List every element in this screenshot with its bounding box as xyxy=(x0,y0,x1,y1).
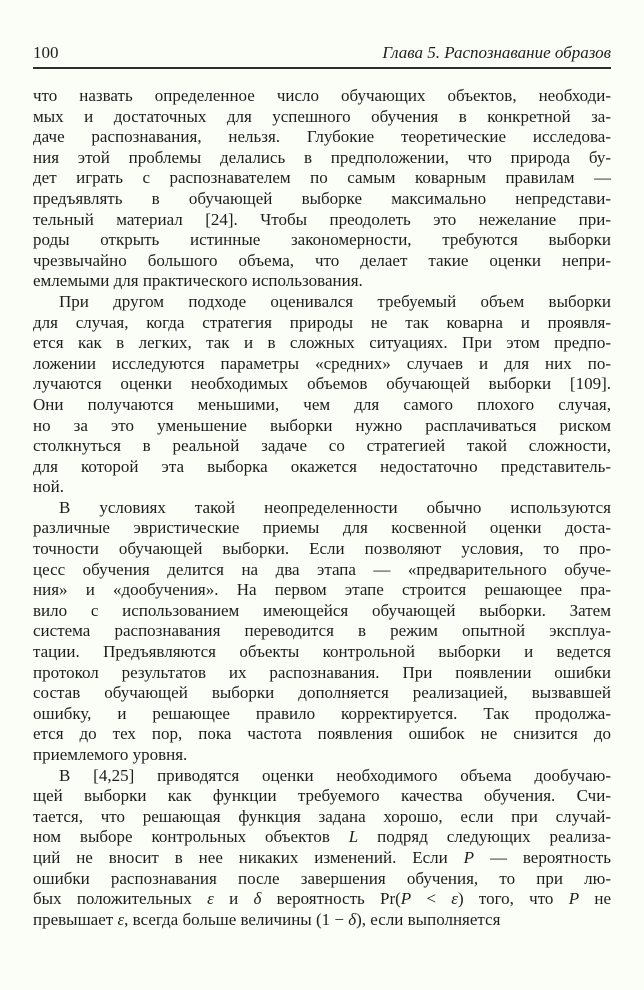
text-segment: вероятность Pr( xyxy=(261,889,401,909)
text-segment: ния этой проблемы делались в предположении, что природа бу- xyxy=(33,147,611,167)
text-segment: ном выборе контрольных объектов xyxy=(33,827,349,847)
text-line xyxy=(33,251,611,272)
text-segment: различные эвристические приемы для косвенной оценки доста- xyxy=(33,518,611,538)
text-line xyxy=(33,621,611,642)
text-line xyxy=(33,416,611,437)
text-line xyxy=(33,869,611,890)
text-segment: точности обучающей выборки. Если позволяют условия, то про- xyxy=(33,539,611,559)
text-segment: ной. xyxy=(33,477,64,497)
text-segment: подряд следующих реализа- xyxy=(358,827,611,847)
text-line xyxy=(33,560,611,581)
text-segment: Они получаются меньшими, чем для самого плохого случая, xyxy=(33,394,611,414)
text-segment: ошибки распознавания после завершения обучения, то при лю- xyxy=(33,868,611,888)
text-segment: ложении исследуются параметры «средних» случаев и для них по- xyxy=(33,353,611,373)
text-segment: и xyxy=(213,889,254,909)
math-symbol: δ xyxy=(253,889,262,909)
math-symbol: P xyxy=(568,889,580,909)
text-line xyxy=(33,539,611,560)
text-segment: тельный материал [24]. Чтобы преодолеть это нежелание при- xyxy=(33,209,611,229)
text-line xyxy=(33,848,611,869)
text-line xyxy=(33,189,611,210)
text-segment: дет играть с распознавателем по самым коварным правилам — xyxy=(33,168,611,188)
text-segment: состав обучающей выборки дополняется реализацией, вызвавшей xyxy=(33,683,611,703)
text-line xyxy=(33,210,611,231)
text-segment: цесс обучения делится на два этапа — «предварительного обуче- xyxy=(33,559,611,579)
text-segment: В [4,25] приводятся оценки необходимого объема дообучаю- xyxy=(59,765,611,785)
text-segment: , всегда больше величины (1 − xyxy=(124,909,349,929)
text-line xyxy=(33,498,611,519)
text-line xyxy=(33,292,611,313)
text-segment: что назвать определенное число обучающих объектов, необходи- xyxy=(33,86,611,105)
text-segment: ций не вносит в нее никаких изменений. Если xyxy=(33,847,464,867)
text-segment: тается, что решающая функция задана хорошо, если при случай- xyxy=(33,806,611,826)
paragraph xyxy=(33,498,611,766)
text-segment: щей выборки как функции требуемого качества обучения. Счи- xyxy=(33,786,611,806)
text-line xyxy=(33,86,611,107)
text-line xyxy=(33,827,611,848)
text-line xyxy=(33,518,611,539)
text-segment: В условиях такой неопределенности обычно используются xyxy=(59,497,611,517)
text-segment: предъявлять в обучающей выборке максимально непредстави- xyxy=(33,188,611,208)
text-line xyxy=(33,436,611,457)
text-line xyxy=(33,168,611,189)
running-header xyxy=(33,44,611,69)
math-symbol: ε xyxy=(207,889,214,909)
text-line xyxy=(33,889,611,910)
text-segment: протокол результатов их распознавания. При появлении ошибки xyxy=(33,662,611,682)
paragraph xyxy=(33,766,611,931)
text-segment: — вероятность xyxy=(474,847,611,867)
text-segment: но за это уменьшение выборки нужно расплачиваться риском xyxy=(33,415,611,435)
page-number: 100 xyxy=(33,43,59,62)
text-segment: ется как в легких, так и в сложных ситуациях. При этом предпо- xyxy=(33,333,611,353)
text-line xyxy=(33,766,611,787)
text-segment: для которой эта выборка окажется недостаточно представитель- xyxy=(33,456,611,476)
text-segment: приемлемого уровня. xyxy=(33,745,188,764)
text-line xyxy=(33,148,611,169)
paragraph xyxy=(33,86,611,292)
text-line xyxy=(33,663,611,684)
text-segment: тации. Предъявляются объекты контрольной выборки и ведется xyxy=(33,642,611,662)
text-line xyxy=(33,313,611,334)
text-segment: мых и достаточных для успешного обучения в конкретной за- xyxy=(33,106,611,126)
text-segment: ется до тех пор, пока частота появления ошибок не снизится до xyxy=(33,724,611,744)
text-segment: столкнуться в реальной задаче со стратегией такой сложности, xyxy=(33,436,611,456)
text-line xyxy=(33,457,611,478)
text-line xyxy=(33,704,611,725)
math-symbol: L xyxy=(348,827,359,847)
math-symbol: P xyxy=(400,889,412,909)
text-line xyxy=(33,374,611,395)
text-line xyxy=(33,477,611,498)
text-segment: чрезвычайно большого объема, что делает такие оценки непри- xyxy=(33,250,611,270)
text-segment: даче распознавания, нельзя. Глубокие теоретические исследова- xyxy=(33,127,611,147)
text-line xyxy=(33,230,611,251)
text-line xyxy=(33,807,611,828)
text-segment: лучаются оценки необходимых объемов обучающей выборки [109]. xyxy=(33,374,611,394)
text-segment: не xyxy=(579,889,611,909)
math-symbol: ε xyxy=(117,909,125,929)
text-line xyxy=(33,354,611,375)
text-line xyxy=(33,333,611,354)
text-segment: вило с использованием имеющейся обучающей выборки. Затем xyxy=(33,600,611,620)
text-segment: роды открыть истинные закономерности, требуются выборки xyxy=(33,230,611,250)
text-segment: ния» и «дообучения». На первом этапе строится решающее пра- xyxy=(33,580,611,600)
text-segment: При другом подходе оценивался требуемый объем выборки xyxy=(59,291,611,311)
text-line xyxy=(33,271,611,292)
text-line xyxy=(33,395,611,416)
text-line xyxy=(33,580,611,601)
text-line xyxy=(33,642,611,663)
body-text xyxy=(33,86,611,930)
chapter-running-title: Глава 5. Распознавание образов xyxy=(382,43,611,62)
text-segment: для случая, когда стратегия природы не так коварна и проявля- xyxy=(33,312,611,332)
text-segment: ), если выполняется xyxy=(356,909,501,929)
text-line xyxy=(33,601,611,622)
text-line xyxy=(33,910,611,931)
text-line xyxy=(33,107,611,128)
text-line xyxy=(33,786,611,807)
text-segment: бых положительных xyxy=(33,889,208,909)
math-symbol: ε xyxy=(451,889,458,909)
text-line xyxy=(33,724,611,745)
text-line xyxy=(33,683,611,704)
text-segment: система распознавания переводится в режим опытной эксплуа- xyxy=(33,621,611,641)
text-line xyxy=(33,745,611,766)
math-symbol: P xyxy=(463,847,475,867)
text-segment: емлемыми для практического использования. xyxy=(33,271,363,291)
text-segment: ошибку, и решающее правило корректируется. Так продолжа- xyxy=(33,703,611,723)
text-segment: ) того, что xyxy=(458,889,569,909)
text-line xyxy=(33,127,611,148)
text-segment: < xyxy=(411,889,452,909)
paragraph xyxy=(33,292,611,498)
text-segment: превышает xyxy=(33,909,118,929)
math-symbol: δ xyxy=(348,909,357,929)
